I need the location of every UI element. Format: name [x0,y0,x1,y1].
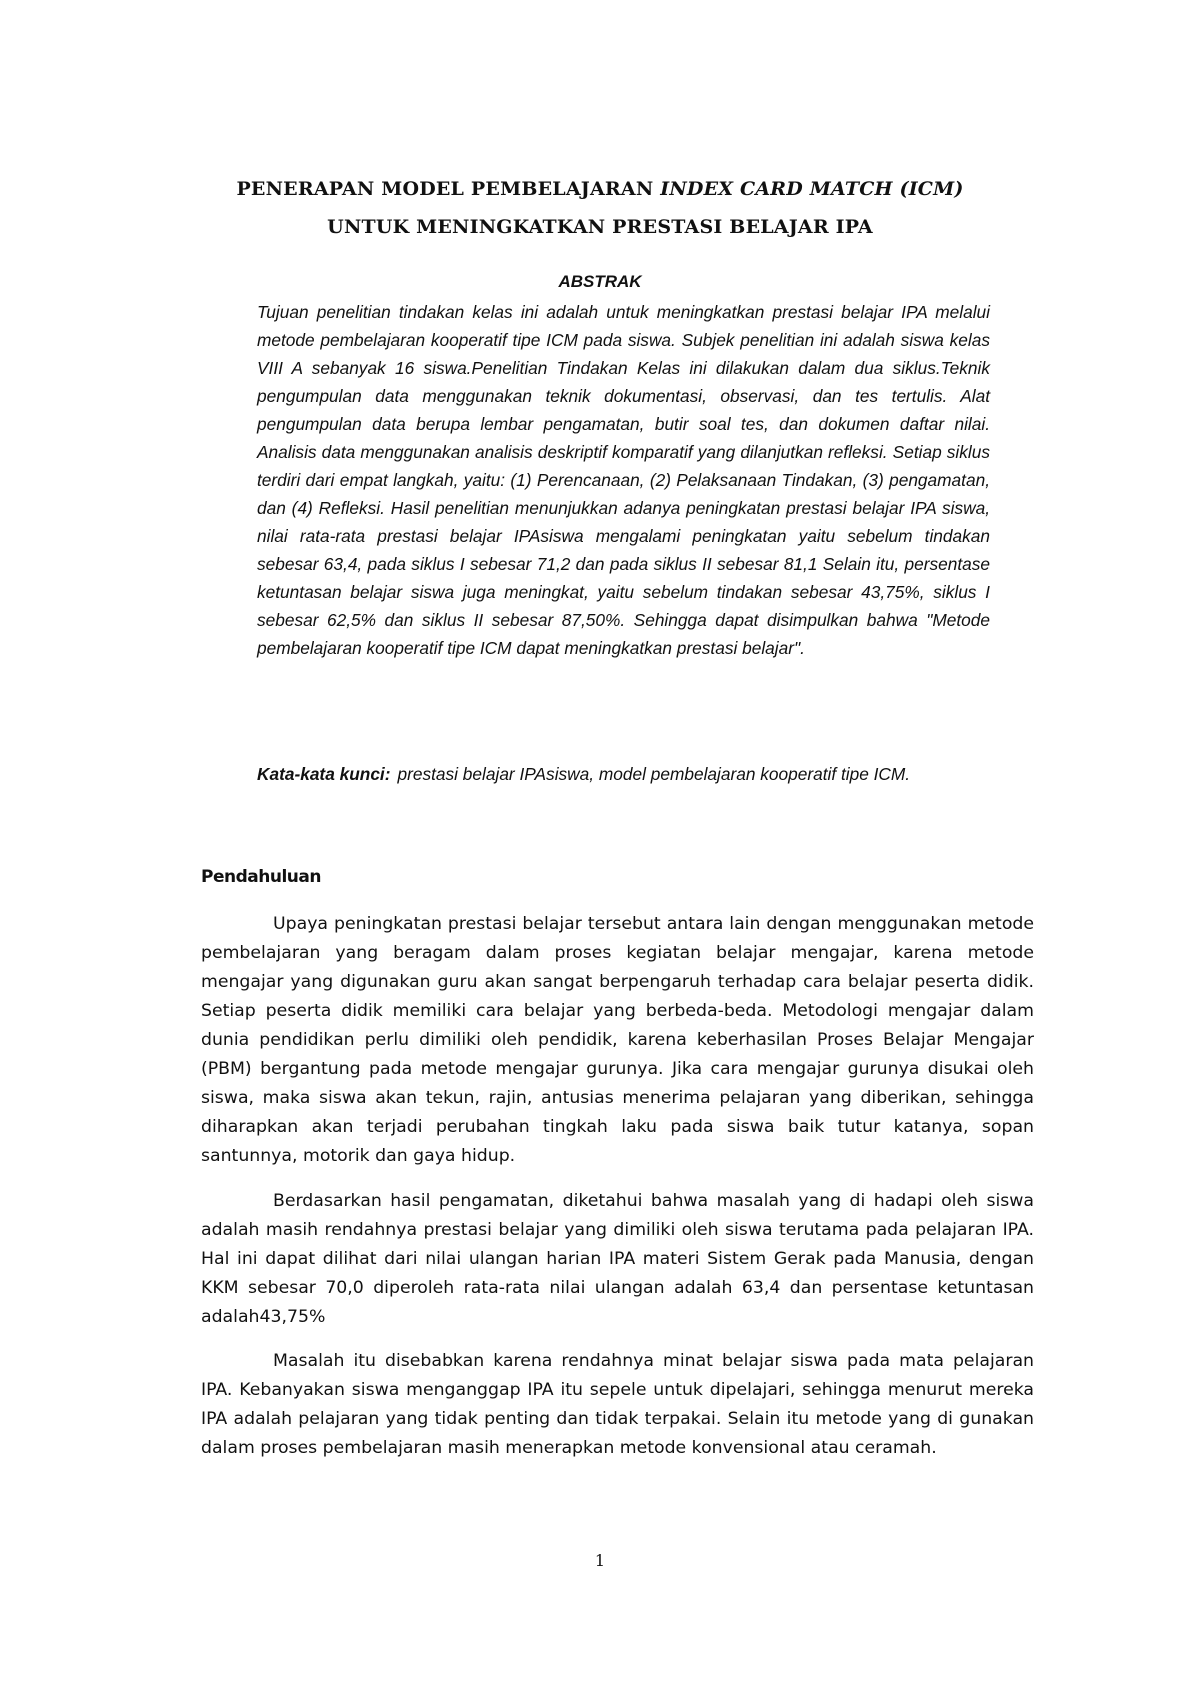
title-line-1 [150,170,1050,208]
keywords-text: prestasi belajar IPAsiswa, model pembelajaran kooperatif tipe ICM. [397,764,911,784]
abstract-body: Tujuan penelitian tindakan kelas ini adalah untuk meningkatkan prestasi belajar IPA melalui metode pembelajaran kooperatif tipe ICM pada siswa. Subjek penelitian ini adalah siswa kelas VIII A sebanyak 16 siswa.Penelitian Tindakan Kelas ini dilakukan dalam dua siklus.Teknik pengumpulan data menggunakan teknik dokumentasi, observasi, dan tes tertulis. Alat pengumpulan data berupa lembar pengamatan, butir soal tes, dan dokumen daftar nilai. Analisis data menggunakan analisis deskriptif komparatif yang dilanjutkan refleksi. Setiap siklus terdiri dari empat langkah, yaitu: (1) Perencanaan, (2) Pelaksanaan Tindakan, (3) pengamatan, dan (4) Refleksi. Hasil penelitian menunjukkan adanya peningkatan prestasi belajar IPA siswa, nilai rata-rata prestasi belajar IPAsiswa mengalami peningkatan yaitu sebelum tindakan sebesar 63,4, pada siklus I sebesar 71,2 dan pada siklus II sebesar 81,1 Selain itu, persentase ketuntasan belajar siswa juga meningkat, yaitu sebelum tindakan sebesar 43,75%, siklus I sebesar 62,5% dan siklus II sebesar 87,50%. Sehingga dapat disimpulkan bahwa "Metode pembelajaran kooperatif tipe ICM dapat meningkatkan prestasi belajar". [257,302,990,658]
title-line-1-text: PENERAPAN MODEL PEMBELAJARAN [236,178,661,200]
keywords-label: Kata-kata kunci: [257,764,391,784]
introduction-paragraph: Upaya peningkatan prestasi belajar tersebut antara lain dengan menggunakan metode pembelajaran yang beragam dalam proses kegiatan belajar mengajar, karena metode mengajar yang digunakan guru akan sangat berpengaruh terhadap cara belajar peserta didik. Setiap peserta didik memiliki cara belajar yang berbeda-beda. Metodologi mengajar dalam dunia pendidikan perlu dimiliki oleh pendidik, karena keberhasilan Proses Belajar Mengajar (PBM) bergantung pada metode mengajar gurunya. Jika cara mengajar gurunya disukai oleh siswa, maka siswa akan tekun, rajin, antusias menerima pelajaran yang diberikan, sehingga diharapkan akan terjadi perubahan tingkah laku pada siswa baik tutur katanya, sopan santunnya, motorik dan gaya hidup. [201,914,1034,1166]
keywords [257,760,990,788]
introduction-paragraph: Berdasarkan hasil pengamatan, diketahui bahwa masalah yang di hadapi oleh siswa adalah masih rendahnya prestasi belajar yang dimiliki oleh siswa terutama pada pelajaran IPA. Hal ini dapat dilihat dari nilai ulangan harian IPA materi Sistem Gerak pada Manusia, dengan KKM sebesar 70,0 diperoleh rata-rata nilai ulangan adalah 63,4 dan persentase ketuntasan adalah43,75% [201,1191,1034,1327]
title-line-2: UNTUK MENINGKATKAN PRESTASI BELAJAR IPA [327,216,873,238]
introduction-paragraph: Masalah itu disebabkan karena rendahnya minat belajar siswa pada mata pelajaran IPA. Kebanyakan siswa menganggap IPA itu sepele untuk dipelajari, sehingga menurut mereka IPA adalah pelajaran yang tidak penting dan tidak terpakai. Selain itu metode yang di gunakan dalam proses pembelajaran masih menerapkan metode konvensional atau ceramah. [201,1351,1034,1458]
section-heading-introduction: Pendahuluan [201,867,321,887]
page-number: 1 [594,1551,606,1570]
title-line-1-italic: INDEX CARD MATCH (ICM) [660,178,964,200]
abstract-heading: ABSTRAK [558,272,642,291]
paper-title [150,170,1050,246]
